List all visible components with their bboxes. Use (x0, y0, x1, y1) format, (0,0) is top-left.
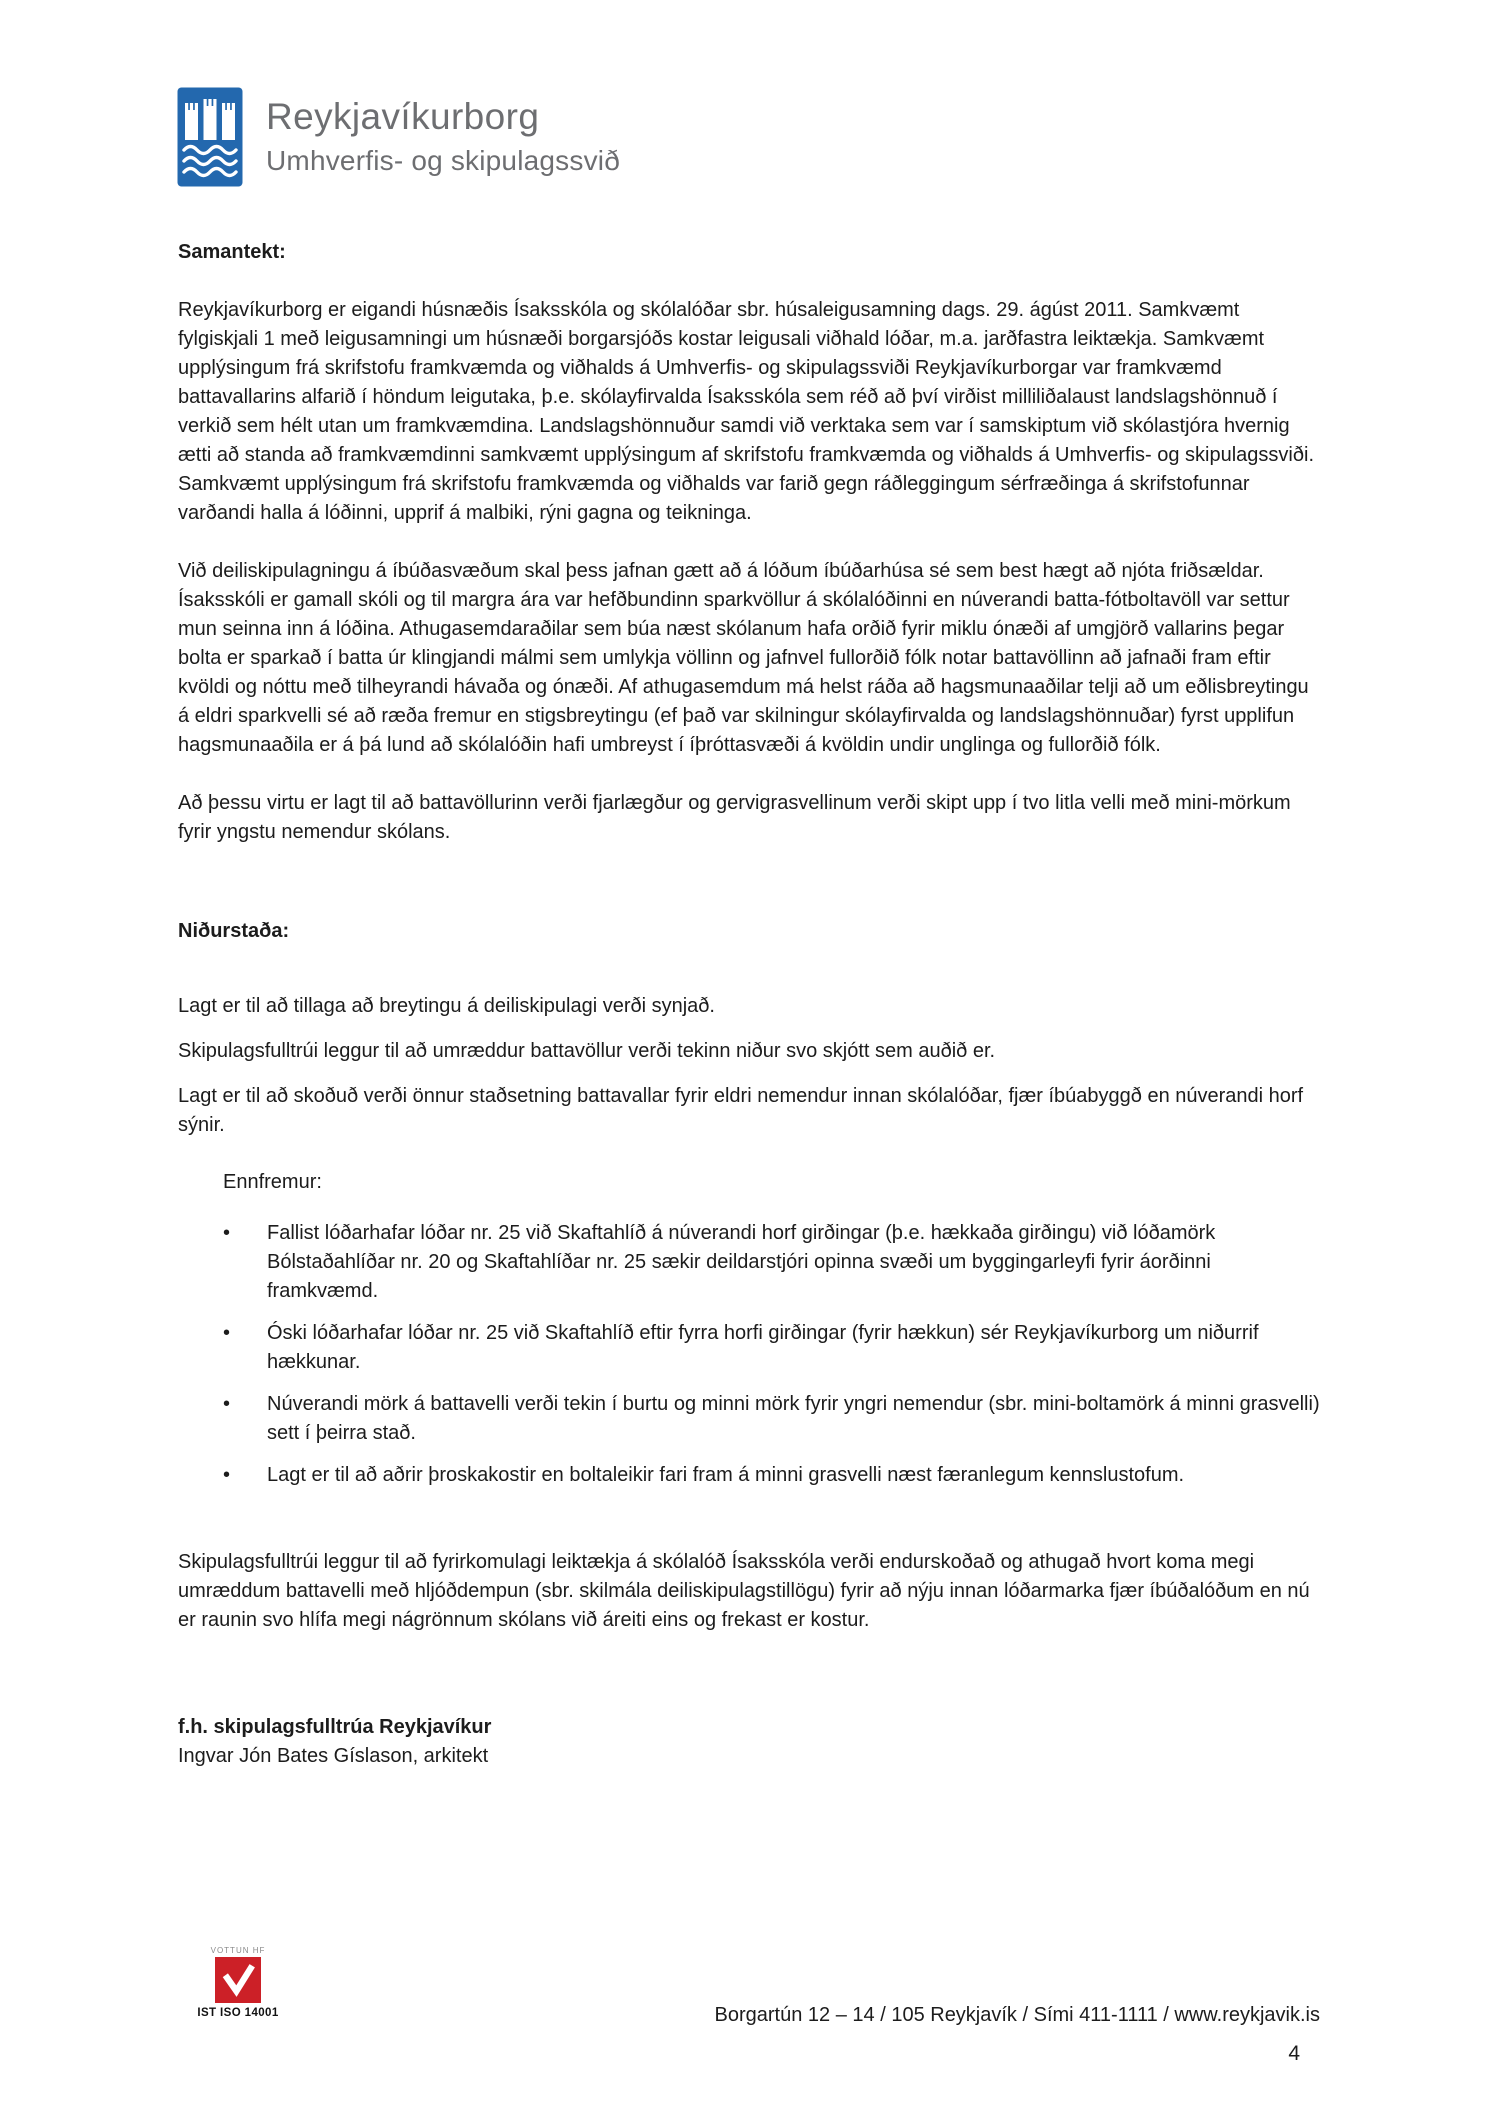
signature-name: Ingvar Jón Bates Gíslason, arkitekt (178, 1745, 489, 1767)
list-item: • Fallist lóðarhafar lóðar nr. 25 við Skaftahlíð á núverandi horf girðingar (þ.e. hækkaða girðingu) við lóðamörk Bólstaðahlíðar nr. 20 og Skaftahlíðar nr. 25 sækir deildarstjóri opinna svæði um byggingarleyfi fyrir áorðinni framkvæmd. (267, 1219, 1324, 1306)
list-item: • Lagt er til að aðrir þroskakostir en boltaleikir fari fram á minni grasvelli næst færanlegum kennslustofum. (267, 1461, 1324, 1490)
closing-paragraph: Skipulagsfulltrúi leggur til að fyrirkomulagi leiktækja á skólalóð Ísaksskóla verði endurskoðað og athugað hvort koma megi umræddum battavelli með hljóðdempun (sbr. skilmála deiliskipulagstillögu) fyrir að nýju innan lóðarmarka fjær íbúðalóðum en nú er raunin svo hlífa megi nágrönnum skólans við áreiti eins og frekast er kostur. (178, 1551, 1310, 1631)
list-item: • Óski lóðarhafar lóðar nr. 25 við Skaftahlíð eftir fyrra horfi girðingar (fyrir hækkun) sér Reykjavíkurborg um niðurrif hækkunar. (267, 1319, 1324, 1377)
vottun-certification-mark (196, 1946, 280, 2019)
summary-paragraph-1: Reykjavíkurborg er eigandi húsnæðis Ísaksskóla og skólalóðar sbr. húsaleigusamning dags. 29. ágúst 2011. Samkvæmt fylgiskjali 1 með leigusamningi um húsnæði borgarsjóðs kostar leigusali viðhald lóðar, m.a. jarðfastra leiktækja. Samkvæmt upplýsingum frá skrifstofu framkvæmda og viðhalds á Umhverfis- og skipulagssviði Reykjavíkurborgar var framkvæmd battavallarins alfarið í höndum leigutaka, þ.e. skólayfirvalda Ísaksskóla sem réð að því virðist milliliðalaust landslagshönnuð í verkið sem hélt utan um framkvæmdina. Landslagshönnuður samdi við verktaka sem var í samskiptum við skólastjóra hvernig ætti að standa að framkvæmdinni samkvæmt upplýsingum af skrifstofu framkvæmda og viðhalds á Umhverfis- og skipulagssviði. Samkvæmt upplýsingum frá skrifstofu framkvæmda og viðhalds var farið gegn ráðleggingum sérfræðinga á skrifstofunnar varðandi halla á lóðinni, upprif á malbiki, rýni gagna og teikninga. (178, 299, 1314, 524)
conclusion-point-3: Lagt er til að skoðuð verði önnur staðsetning battavallar fyrir eldri nemendur innan skólalóðar, fjær íbúabyggð en núverandi horf sýnir. (178, 1085, 1304, 1136)
vottun-checkmark-icon (215, 1957, 261, 2003)
conclusion-point-1: Lagt er til að tillaga að breytingu á deiliskipulagi verði synjað. (178, 995, 715, 1017)
conclusion-point-2: Skipulagsfulltrúi leggur til að umræddur battavöllur verði tekinn niður svo skjótt sem auðið er. (178, 1040, 996, 1062)
page-number: 4 (1288, 2042, 1300, 2065)
letterhead (176, 86, 620, 188)
recommendation-list (178, 1219, 1324, 1490)
iso-certification-label: IST ISO 14001 (197, 2007, 279, 2019)
document-body (178, 238, 1324, 1771)
section-title-nidurstada: Niðurstaða: (178, 920, 290, 942)
ennfremur-label: Ennfremur: (223, 1171, 322, 1193)
reykjavik-coat-of-arms-icon (176, 86, 244, 188)
logo-text-block (266, 86, 620, 177)
signature-block (178, 1713, 1324, 1771)
footer-address: Borgartún 12 – 14 / 105 Reykjavík / Sími 411-1111 / www.reykjavik.is (714, 2004, 1320, 2026)
summary-paragraph-3: Að þessu virtu er lagt til að battavöllurinn verði fjarlægður og gervigrasvellinum verði skipt upp í tvo litla velli með mini-mörkum fyrir yngstu nemendur skólans. (178, 792, 1291, 843)
list-item: • Núverandi mörk á battavelli verði tekin í burtu og minni mörk fyrir yngri nemendur (sbr. mini-boltamörk á minni grasvelli) sett í þeirra stað. (267, 1390, 1324, 1448)
signature-role: f.h. skipulagsfulltrúa Reykjavíkur (178, 1716, 492, 1738)
section-title-samantekt: Samantekt: (178, 241, 286, 263)
vottun-hf-label: VOTTUN HF (210, 1946, 266, 1955)
org-name: Reykjavíkurborg (266, 96, 540, 137)
summary-paragraph-2: Við deiliskipulagningu á íbúðasvæðum skal þess jafnan gætt að á lóðum íbúðarhúsa sé sem best hægt að njóta friðsældar. Ísaksskóli er gamall skóli og til margra ára var hefðbundinn sparkvöllur á skólalóðinni en núverandi batta-fótboltavöll var settur mun seinna inn á lóðina. Athugasemdaraðilar sem búa næst skólanum hafa orðið fyrir miklu ónæði af umgjörð vallarins þegar bolta er sparkað í batta úr klingjandi málmi sem umlykja völlinn og jafnvel fullorðið fólk notar battavöllinn að jafnaði fram eftir kvöldi og nóttu með tilheyrandi hávaða og ónæði. Af athugasemdum má helst ráða að hagsmunaaðilar telji að um eðlisbreytingu á eldri sparkvelli sé að ræða fremur en stigsbreytingu (ef það var skilningur skólayfirvalda og landslagshönnuðar) fyrst upplifun hagsmunaaðila er á þá lund að skólalóðin hafi umbreyst í íþróttasvæði á kvöldin undir unglinga og fullorðið fólk. (178, 560, 1309, 756)
org-department: Umhverfis- og skipulagssvið (266, 145, 620, 176)
